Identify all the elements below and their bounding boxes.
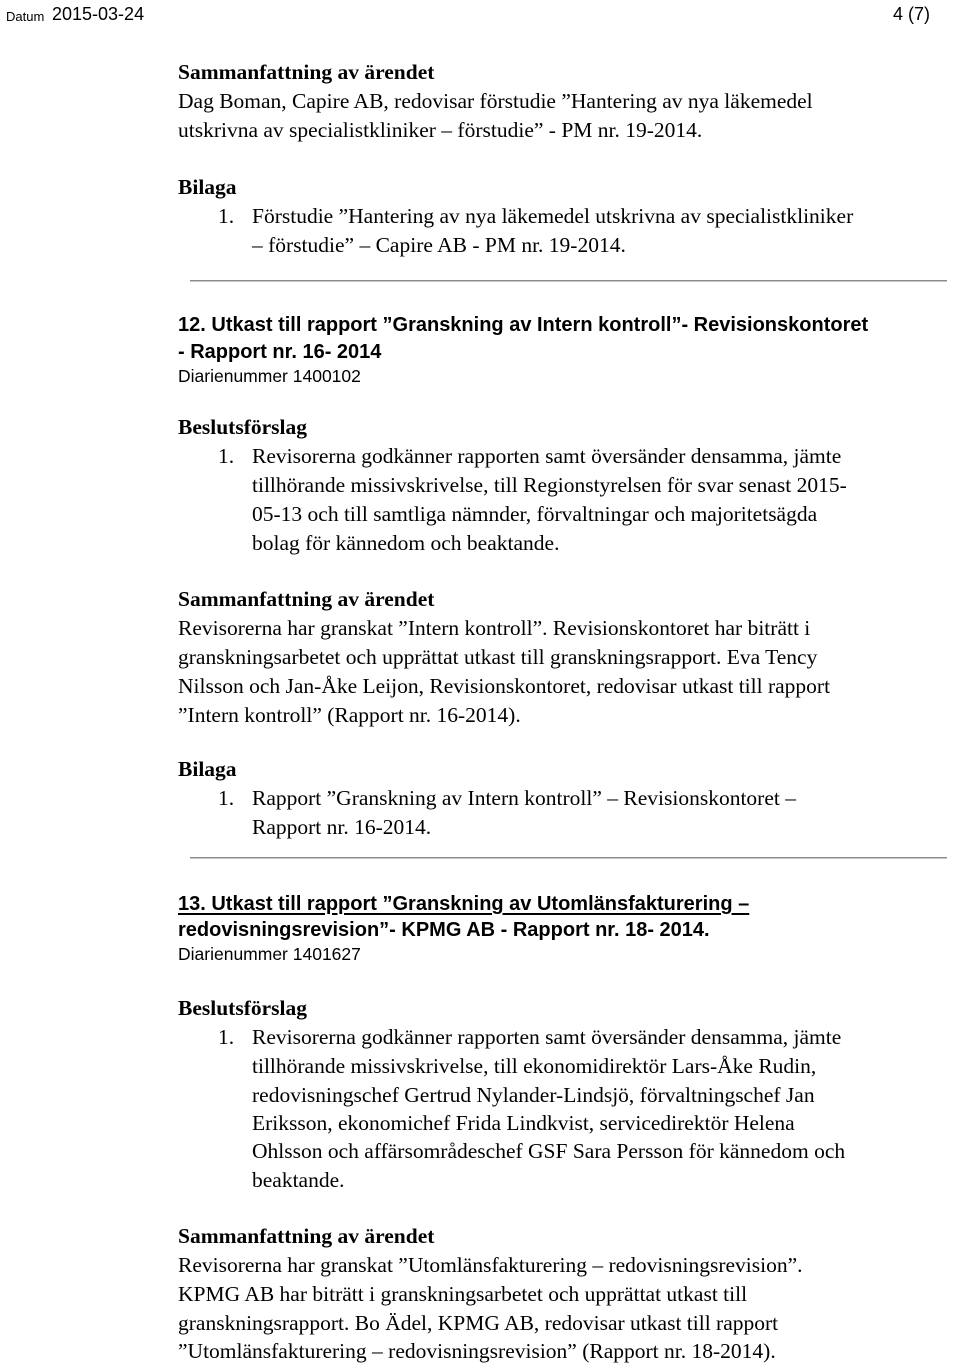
decision-heading: Beslutsförslag: [178, 996, 307, 1020]
summary-line: Dag Boman, Capire AB, redovisar förstudie ”Hantering av nya läkemedel: [178, 89, 813, 113]
attachment-line: Förstudie ”Hantering av nya läkemedel utskrivna av specialistkliniker: [252, 204, 854, 228]
summary-line: Revisorerna har granskat ”Utomlänsfakturering – redovisningsrevision”.: [178, 1253, 803, 1277]
summary-line: granskningsarbetet och upprättat utkast till granskningsrapport. Eva Tency: [178, 645, 818, 669]
item-13-title: 13. Utkast till rapport ”Granskning av Utomlänsfakturering –: [178, 893, 750, 915]
attachment-line: – förstudie” – Capire AB - PM nr. 19-2014.: [252, 233, 626, 257]
attachment-heading: Bilaga: [178, 175, 237, 199]
decision-line: Eriksson, ekonomichef Frida Lindkvist, servicedirektör Helena: [252, 1111, 795, 1135]
summary-line: ”Utomlänsfakturering – redovisningsrevision” (Rapport nr. 18-2014).: [178, 1339, 776, 1363]
summary-line: KPMG AB har biträtt i granskningsarbetet och upprättat utkast till: [178, 1282, 748, 1306]
decision-line: Revisorerna godkänner rapporten samt översänder densamma, jämte: [252, 1025, 842, 1049]
decision-heading: Beslutsförslag: [178, 415, 307, 439]
decision-number: 1.: [218, 444, 235, 468]
decision-line: Revisorerna godkänner rapporten samt översänder densamma, jämte: [252, 444, 842, 468]
section-divider: [190, 857, 947, 859]
summary-line: granskningsrapport. Bo Ädel, KPMG AB, redovisar utkast till rapport: [178, 1311, 779, 1335]
item-12-title-text: Utkast till rapport ”Granskning av Intern kontroll”- Revisionskontoret: [211, 314, 869, 336]
decision-line: 05-13 och till samtliga nämnder, förvaltningar och majoritetsägda: [252, 502, 818, 526]
attachment-number: 1.: [218, 786, 235, 810]
summary-heading: Sammanfattning av ärendet: [178, 1224, 435, 1248]
date-label: Datum: [6, 9, 45, 24]
item-12-number: 12.: [178, 314, 206, 336]
attachment-line: Rapport nr. 16-2014.: [252, 815, 432, 839]
attachment-heading: Bilaga: [178, 757, 237, 781]
section-divider: [190, 280, 947, 282]
page-number: 4 (7): [893, 4, 931, 24]
summary-heading: Sammanfattning av ärendet: [178, 587, 435, 611]
decision-number: 1.: [218, 1025, 235, 1049]
summary-line: Nilsson och Jan-Åke Leijon, Revisionskontoret, redovisar utkast till rapport: [178, 674, 831, 698]
summary-heading: Sammanfattning av ärendet: [178, 60, 435, 84]
attachment-line: Rapport ”Granskning av Intern kontroll” – Revisionskontoret –: [252, 786, 796, 810]
decision-line: beaktande.: [252, 1168, 345, 1192]
item-12-title-line2: - Rapport nr. 16- 2014: [178, 341, 382, 363]
date-value: 2015-03-24: [52, 4, 145, 24]
decision-line: tillhörande missivskrivelse, till ekonomidirektör Lars-Åke Rudin,: [252, 1054, 817, 1078]
attachment-number: 1.: [218, 204, 235, 228]
item-13-diary-number: Diarienummer 1401627: [178, 944, 361, 964]
decision-line: Ohlsson och affärsområdeschef GSF Sara Persson för kännedom och: [252, 1139, 846, 1163]
summary-line: Revisorerna har granskat ”Intern kontroll”. Revisionskontoret har biträtt i: [178, 616, 811, 640]
summary-line: utskrivna av specialistkliniker – förstudie” - PM nr. 19-2014.: [178, 118, 703, 142]
item-13-title-line2: redovisningsrevision”- KPMG AB - Rapport nr. 18- 2014.: [178, 919, 710, 941]
summary-line: ”Intern kontroll” (Rapport nr. 16-2014).: [178, 703, 521, 727]
decision-line: redovisningschef Gertrud Nylander-Lindsjö, förvaltningschef Jan: [252, 1083, 815, 1107]
decision-line: bolag för kännedom och beaktande.: [252, 531, 560, 555]
item-12-title: [178, 313, 868, 338]
item-12-diary-number: Diarienummer 1400102: [178, 366, 361, 386]
decision-line: tillhörande missivskrivelse, till Regionstyrelsen för svar senast 2015-: [252, 473, 847, 497]
